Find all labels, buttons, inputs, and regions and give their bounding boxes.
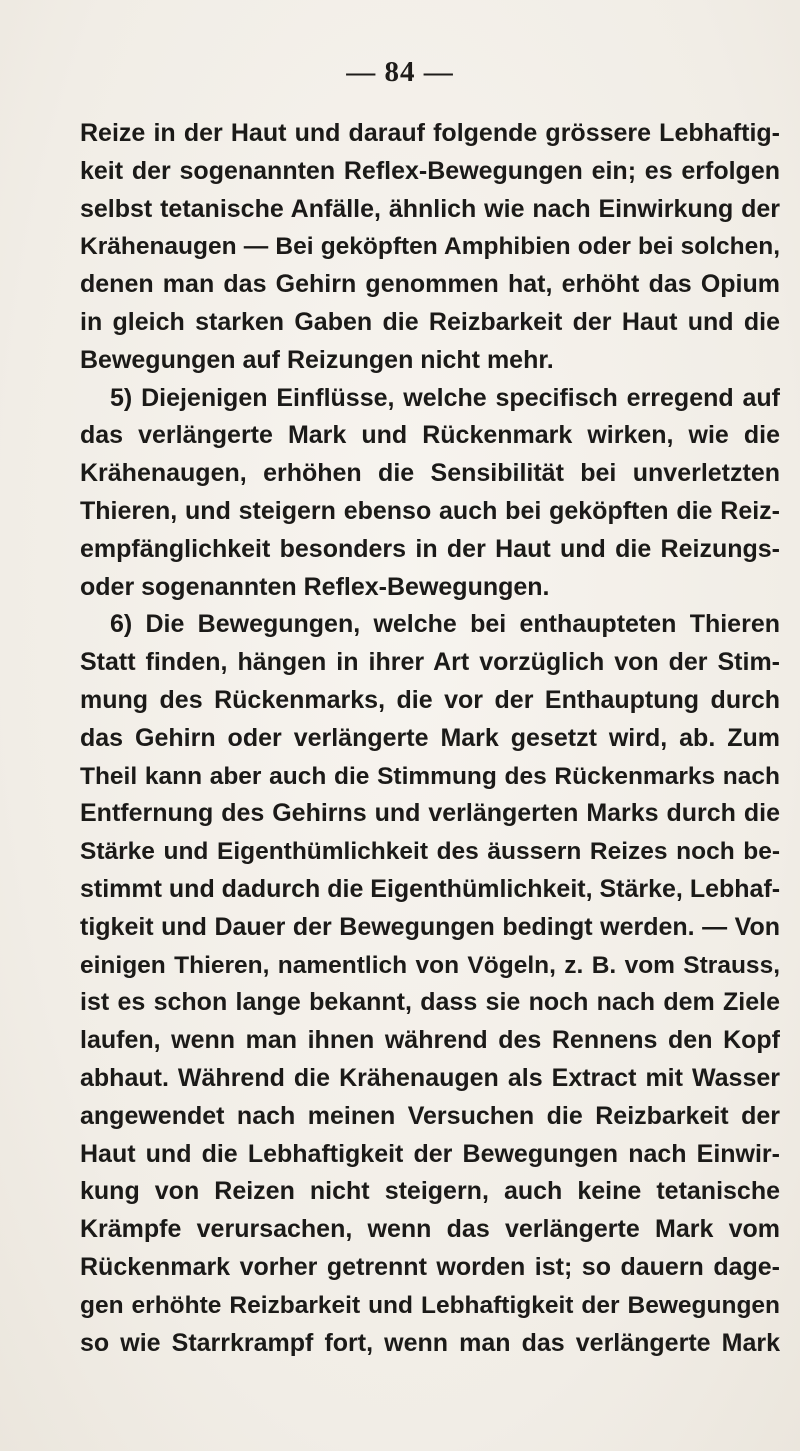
text-line: Stärke und Eigenthümlichkeit des äussern Reizes noch be- — [80, 838, 780, 866]
text-line: Entfernung des Gehirns und verlängerten Marks durch die — [80, 799, 780, 828]
text-line: kung von Reizen nicht steigern, auch keine tetanische — [80, 1177, 780, 1206]
text-line: 6) Die Bewegungen, welche bei enthaupteten Thieren — [110, 610, 780, 639]
text-line: selbst tetanische Anfälle, ähnlich wie nach Einwirkung der — [80, 194, 780, 223]
text-line: das verlängerte Mark und Rückenmark wirken, wie die — [80, 421, 780, 450]
text-line: in gleich starken Gaben die Reizbarkeit der Haut und die — [80, 307, 780, 336]
text-line: gen erhöhte Reizbarkeit und Lebhaftigkeit der Bewegungen — [80, 1291, 780, 1319]
text-line: mung des Rückenmarks, die vor der Enthauptung durch — [80, 685, 780, 714]
text-line: Haut und die Lebhaftigkeit der Bewegungen nach Einwir- — [80, 1139, 780, 1168]
text-line: einigen Thieren, namentlich von Vögeln, z. B. vom Strauss, — [80, 951, 780, 979]
text-line: Rückenmark vorher getrennt worden ist; so dauern dage- — [80, 1252, 780, 1281]
text-line: Reize in der Haut und darauf folgende grössere Lebhaftig- — [80, 119, 780, 147]
body-text — [80, 115, 780, 1362]
text-line: Thieren, und steigern ebenso auch bei geköpften die Reiz- — [80, 496, 780, 525]
text-line: stimmt und dadurch die Eigenthümlichkeit, Stärke, Lebhaf- — [80, 874, 780, 903]
text-line: so wie Starrkrampf fort, wenn man das verlängerte Mark — [80, 1328, 780, 1357]
text-line: Krämpfe verursachen, wenn das verlängerte Mark vom — [80, 1215, 780, 1244]
text-line: empfänglichkeit besonders in der Haut und die Reizungs- — [80, 534, 780, 563]
text-line: oder sogenannten Reflex-Bewegungen. — [80, 572, 550, 601]
text-line: laufen, wenn man ihnen während des Rennens den Kopf — [80, 1026, 780, 1055]
text-line: Krähenaugen, erhöhen die Sensibilität bei unverletzten — [80, 459, 780, 488]
text-line: angewendet nach meinen Versuchen die Reizbarkeit der — [80, 1101, 780, 1130]
text-line: das Gehirn oder verlängerte Mark gesetzt wird, ab. Zum — [80, 723, 780, 752]
text-line: Statt finden, hängen in ihrer Art vorzüglich von der Stim- — [80, 648, 780, 677]
text-line: Bewegungen auf Reizungen nicht mehr. — [80, 345, 554, 374]
text-line: 5) Diejenigen Einflüsse, welche specifisch erregend auf — [110, 383, 780, 412]
text-line: tigkeit und Dauer der Bewegungen bedingt werden. — Von — [80, 912, 780, 941]
text-line: abhaut. Während die Krähenaugen als Extract mit Wasser — [80, 1063, 780, 1092]
page-number: — 84 — — [346, 56, 454, 88]
text-line: denen man das Gehirn genommen hat, erhöht das Opium — [80, 270, 780, 299]
text-line: ist es schon lange bekannt, dass sie noch nach dem Ziele — [80, 988, 780, 1017]
text-line: keit der sogenannten Reflex-Bewegungen ein; es erfolgen — [80, 156, 780, 185]
text-line: Theil kann aber auch die Stimmung des Rückenmarks nach — [80, 762, 780, 790]
text-line: Krähenaugen — Bei geköpften Amphibien oder bei solchen, — [80, 233, 780, 261]
